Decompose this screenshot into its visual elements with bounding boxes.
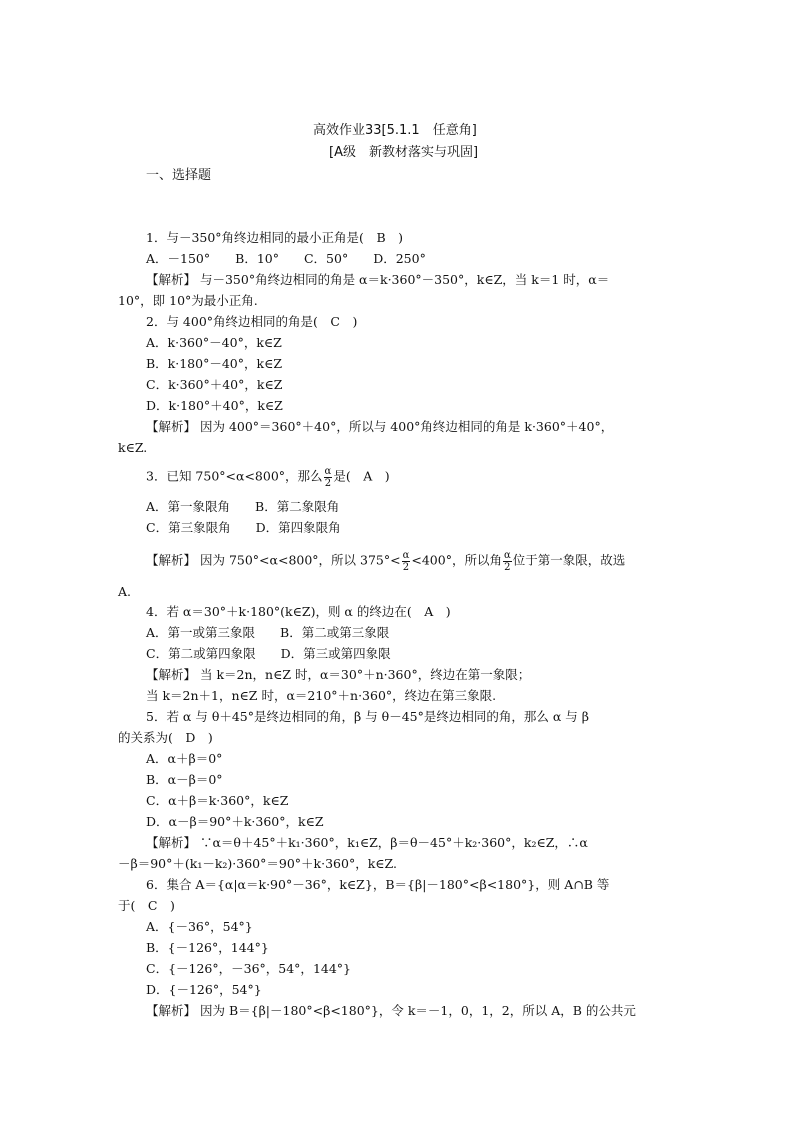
fraction-denominator: 2 — [324, 478, 332, 489]
fraction-numerator: α — [402, 550, 410, 561]
q1-analysis-line-2: 10°，即 10°为最小正角. — [118, 293, 258, 308]
alpha-over-2-fraction — [324, 466, 333, 489]
q1-options: A．－150° B．10° C．50° D．250° — [146, 251, 426, 266]
section-heading: 一、选择题 — [146, 168, 212, 183]
q4-options-row-1: A．第一或第三象限 B．第二或第三象限 — [146, 625, 390, 640]
q2-option-c: C．k·360°＋40°，k∈Z — [146, 377, 283, 392]
q2-analysis-line-1: 【解析】 因为 400°＝360°＋40°，所以与 400°角终边相同的角是 k·360°＋40°， — [146, 419, 614, 434]
q6-analysis-line-1: 【解析】 因为 B＝{β|－180°<β<180°}，令 k＝－1，0，1，2，所以 A，B 的公共元 — [146, 1003, 636, 1018]
q4-stem: 4．若 α＝30°＋k·180°(k∈Z)，则 α 的终边在( A ) — [146, 604, 451, 619]
q6-option-c: C．{－126°，－36°，54°，144°} — [146, 961, 351, 976]
q4-options-row-2: C．第二或第四象限 D．第三或第四象限 — [146, 646, 391, 661]
alpha-over-2-fraction — [402, 550, 411, 573]
q2-analysis-line-2: k∈Z. — [118, 440, 148, 455]
q5-analysis-line-1: 【解析】 ∵α＝θ＋45°＋k₁·360°，k₁∈Z，β＝θ－45°＋k₂·360°，k₂∈Z，∴α — [146, 835, 588, 850]
q2-option-b: B．k·180°－40°，k∈Z — [146, 356, 283, 371]
fraction-denominator: 2 — [504, 562, 511, 573]
q5-option-b: B．α－β＝0° — [146, 772, 223, 787]
page-title: 高效作业33[5.1.1 任意角] — [313, 123, 477, 138]
q2-option-d: D．k·180°＋40°，k∈Z — [146, 398, 283, 413]
q1-analysis-line-1: 【解析】 与－350°角终边相同的角是 α＝k·360°－350°，k∈Z，当 k＝1 时，α＝ — [146, 272, 610, 287]
q6-option-a: A．{－36°，54°} — [146, 919, 253, 934]
q5-option-d: D．α－β＝90°＋k·360°，k∈Z — [146, 814, 324, 829]
page-subtitle: [A级 新教材落实与巩固] — [329, 145, 479, 160]
q3-stem-text: 3．已知 750°<α<800°，那么 — [146, 468, 323, 484]
q5-stem-line-2: 的关系为( D ) — [118, 730, 213, 745]
q1-stem: 1．与－350°角终边相同的最小正角是( B ) — [146, 230, 404, 245]
fraction-numerator: α — [503, 550, 511, 561]
q5-analysis-line-2: －β＝90°＋(k₁－k₂)·360°＝90°＋k·360°，k∈Z. — [118, 856, 397, 871]
q3-stem — [146, 466, 390, 489]
q5-option-c: C．α＋β＝k·360°，k∈Z — [146, 793, 289, 808]
q3-analysis-text: 【解析】 因为 750°<α<800°，所以 375°< — [146, 552, 401, 568]
q3-analysis-line-1 — [146, 550, 625, 573]
q5-stem-line-1: 5．若 α 与 θ＋45°是终边相同的角，β 与 θ－45°是终边相同的角，那么 α 与 β — [146, 709, 589, 724]
q3-options-row-1: A．第一象限角 B．第二象限角 — [146, 499, 340, 514]
q4-analysis-line-1: 【解析】 当 k＝2n，n∈Z 时，α＝30°＋n·360°，终边在第一象限； — [146, 667, 531, 682]
q6-option-b: B．{－126°，144°} — [146, 940, 269, 955]
q3-analysis-text-mid: <400°，所以角 — [411, 552, 502, 568]
q3-stem-text-end: 是( A ) — [333, 468, 390, 484]
q3-analysis-text-end: 位于第一象限，故选 — [512, 552, 626, 568]
q6-stem-line-1: 6．集合 A＝{α|α＝k·90°－36°，k∈Z}，B＝{β|－180°<β<180°}，则 A∩B 等 — [146, 877, 610, 892]
fraction-numerator: α — [324, 466, 332, 477]
q6-stem-line-2: 于( C ) — [118, 898, 175, 913]
q4-analysis-line-2: 当 k＝2n＋1，n∈Z 时，α＝210°＋n·360°，终边在第三象限. — [146, 688, 497, 703]
q3-analysis-line-2: A. — [118, 584, 132, 599]
q6-option-d: D．{－126°，54°} — [146, 982, 262, 997]
q2-stem: 2．与 400°角终边相同的角是( C ) — [146, 314, 358, 329]
fraction-denominator: 2 — [402, 562, 410, 573]
q2-option-a: A．k·360°－40°，k∈Z — [146, 335, 282, 350]
q3-options-row-2: C．第三象限角 D．第四象限角 — [146, 520, 341, 535]
alpha-over-2-fraction — [503, 550, 512, 573]
q5-option-a: A．α＋β＝0° — [146, 751, 223, 766]
